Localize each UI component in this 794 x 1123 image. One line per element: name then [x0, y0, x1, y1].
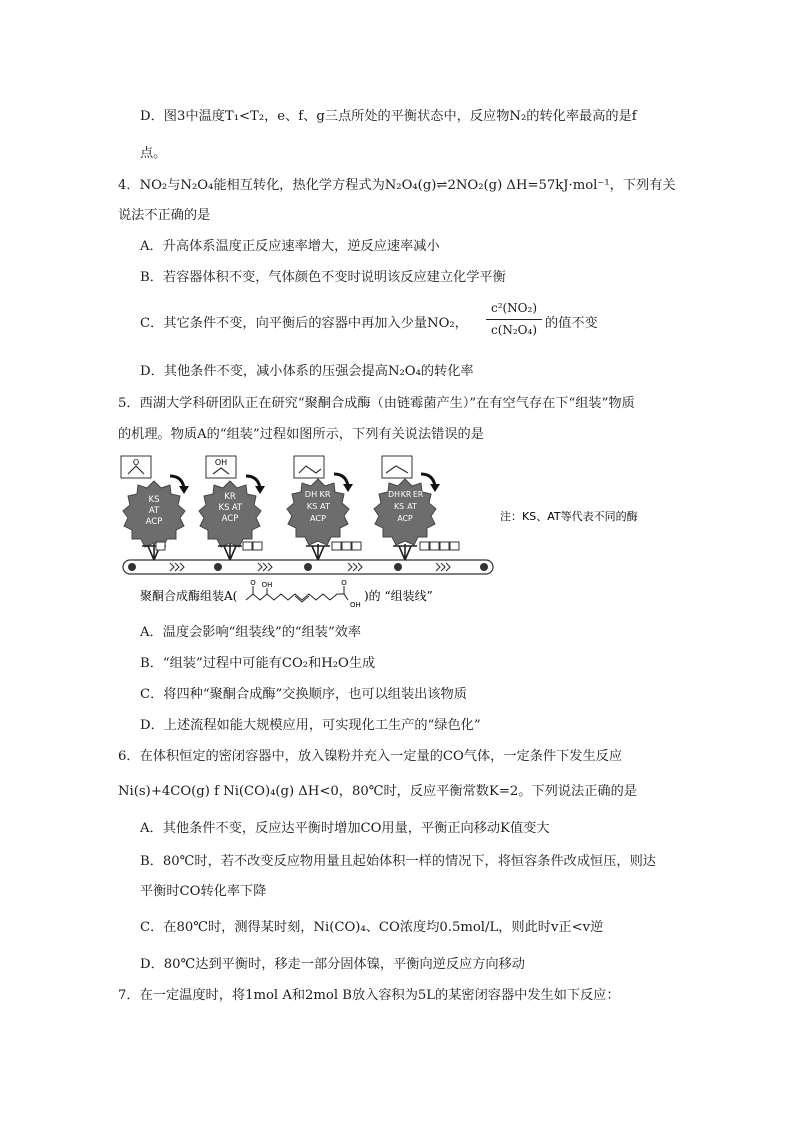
- box1-label: O: [132, 458, 140, 467]
- gear4-enzyme-5: AT: [407, 502, 417, 511]
- product-unit-box: [430, 542, 439, 550]
- box2-label: OH: [214, 458, 228, 467]
- enzyme-gear-icon: [374, 479, 436, 545]
- q4-option-a: A．升高体系温度正反应速率增大，逆反应速率减小: [140, 239, 440, 254]
- gear1-enzyme-3: ACP: [145, 517, 163, 527]
- gear3-enzyme-5: ACP: [309, 513, 327, 523]
- belt-wheel-icon: [128, 563, 136, 571]
- product-unit-box: [243, 542, 252, 550]
- q6-option-c: C．在80℃时，测得某时刻，Ni(CO)₄、CO浓度均0.5mol/L，则此时v正<v逆: [140, 920, 604, 935]
- product-unit-box: [352, 542, 361, 550]
- q6-option-a: A．其他条件不变，反应达平衡时增加CO用量，平衡正向移动K值变大: [140, 821, 550, 836]
- q4-fraction-denominator: c(N₂O₄): [490, 323, 538, 337]
- q5-stem-line1: 5．西湖大学科研团队正在研究“聚酮合成酶（由链霉菌产生）”在有空气存在下“组装”物质: [118, 396, 635, 411]
- station-1: [121, 456, 189, 560]
- q5-stem-line2: 的机理。物质A的“组装”过程如图所示，下列有关说法错误的是: [118, 427, 484, 442]
- q5-option-a: A．温度会影响“组装线”的“组装”效率: [140, 625, 362, 640]
- gear2-enzyme-2: KS: [218, 503, 230, 513]
- q5-option-d: D．上述流程如能大规模应用，可实现化工生产的“绿色化”: [140, 718, 481, 733]
- gear1-enzyme-1: KS: [148, 495, 160, 505]
- enzyme-gear-icon: [287, 479, 349, 545]
- gear1-enzyme-2: AT: [148, 506, 160, 516]
- gear2-enzyme-4: ACP: [221, 514, 239, 524]
- figure-note: 注：KS、AT等代表不同的酶: [500, 510, 638, 523]
- figure-caption-prefix: 聚酮合成酶组装A(: [140, 589, 238, 603]
- belt-wheel-icon: [304, 563, 312, 571]
- q6-option-b-line1: B．80℃时，若不改变反应物用量且起始体积一样的情况下，将恒容条件改成恒压，则达: [140, 854, 656, 869]
- q4-stem-line2: 说法不正确的是: [118, 208, 211, 223]
- gear3-enzyme-4: AT: [320, 501, 330, 511]
- q4-option-d: D．其他条件不变，减小体系的压强会提高N₂O₄的转化率: [140, 364, 474, 379]
- structure-label-oh: OH: [261, 581, 273, 589]
- q4-option-b: B．若容器体积不变，气体颜色不变时说明该反应建立化学平衡: [140, 270, 506, 285]
- station-3: [287, 456, 361, 560]
- q6-option-b-line2: 平衡时CO转化率下降: [140, 884, 267, 899]
- fraction-bar: [486, 319, 542, 320]
- q3-option-d-line1: D．图3中温度T₁<T₂，e、f、g三点所处的平衡状态中，反应物N₂的转化率最高的是f: [140, 109, 637, 124]
- belt-wheel-icon: [480, 563, 488, 571]
- q4-stem-line1: 4．NO₂与N₂O₄能相互转化，热化学方程式为N₂O₄(g)⇌2NO₂(g) ΔH=57kJ·mol⁻¹，下列有关: [118, 178, 676, 193]
- station-2: [199, 456, 265, 560]
- conveyor-belt: [123, 560, 493, 574]
- q6-stem-line2: Ni(s)+4CO(g) f Ni(CO)₄(g) ΔH<0，80℃时，反应平衡常数K=2。下列说法正确的是: [118, 784, 637, 799]
- product-unit-box: [420, 542, 429, 550]
- substrate-box-3: [294, 456, 324, 478]
- q4-fraction-numerator: c²(NO₂): [490, 301, 538, 315]
- gear4-enzyme-3: ER: [412, 490, 424, 499]
- gear4-enzyme-4: KS: [393, 502, 405, 511]
- q4-option-c-suffix: 的值不变: [545, 316, 598, 331]
- gear4-enzyme-2: KR: [400, 490, 412, 499]
- product-unit-box: [440, 542, 449, 550]
- structure-label-oh2: OH: [350, 601, 361, 609]
- gear4-enzyme-6: ACP: [397, 514, 413, 523]
- product-unit-box: [332, 542, 341, 550]
- q7-stem: 7．在一定温度时，将1mol A和2mol B放入容积为5L的某密闭容器中发生如下反应：: [118, 988, 620, 1003]
- structure-label-o1: O: [250, 579, 256, 587]
- gear3-enzyme-1: DH: [304, 489, 318, 499]
- belt-wheel-icon: [394, 563, 402, 571]
- product-unit-box: [342, 542, 351, 550]
- structure-label-o2: O: [341, 579, 347, 587]
- product-unit-box: [156, 542, 165, 550]
- q3-option-d-line2: 点。: [140, 146, 167, 161]
- q4-option-c: C．其它条件不变，向平衡后的容器中再加入少量NO₂，: [140, 316, 468, 331]
- belt-wheel-icon: [214, 563, 222, 571]
- gear3-enzyme-3: KS: [306, 501, 318, 511]
- q5-option-b: B．“组装”过程中可能有CO₂和H₂O生成: [140, 656, 376, 671]
- product-unit-box: [450, 542, 459, 550]
- figure-caption-suffix: )的 “组装线”: [364, 589, 433, 603]
- gear3-enzyme-2: KR: [319, 489, 331, 499]
- assembly-line-figure: [118, 454, 678, 614]
- product-unit-box: [253, 542, 262, 550]
- gear2-enzyme-3: AT: [231, 503, 243, 513]
- q6-option-d: D．80℃达到平衡时，移走一部分固体镍，平衡向逆反应方向移动: [140, 957, 525, 972]
- gear4-enzyme-1: DH: [388, 490, 400, 499]
- gear2-enzyme-1: KR: [224, 492, 236, 502]
- station-4: [374, 456, 459, 560]
- q6-stem-line1: 6．在体积恒定的密闭容器中，放入镍粉并充入一定量的CO气体，一定条件下发生反应: [118, 749, 623, 764]
- q5-option-c: C．将四种“聚酮合成酶”交换顺序，也可以组装出该物质: [140, 687, 467, 702]
